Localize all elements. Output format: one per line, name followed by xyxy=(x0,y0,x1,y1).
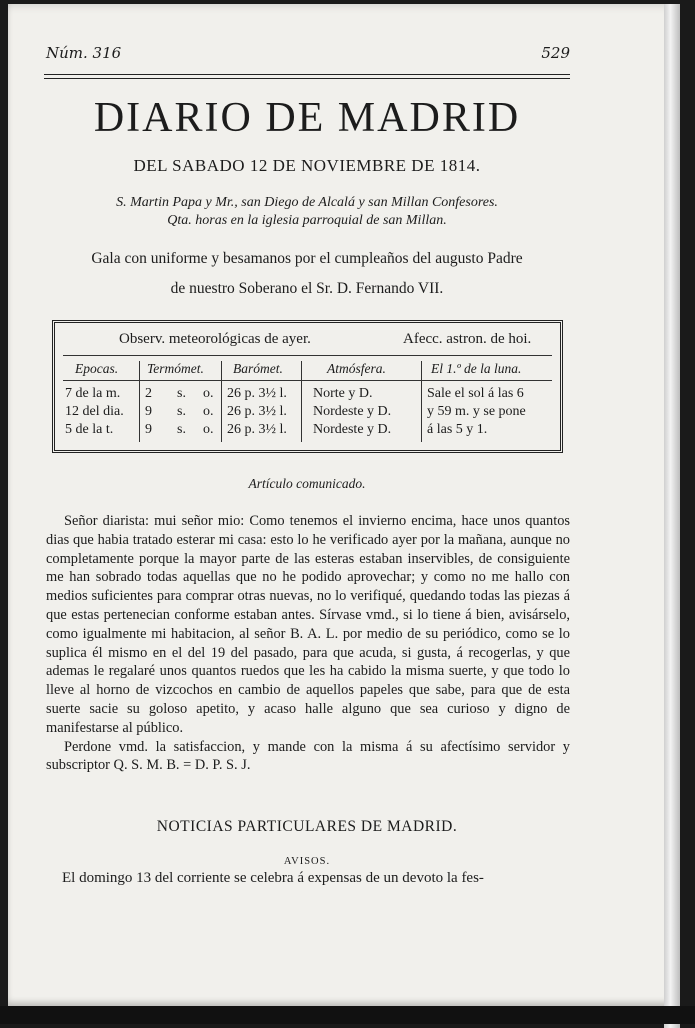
article-paragraph: Señor diarista: mui señor mio: Como tenemos el invierno encima, hace unos quantos dias que habia tratado esterar mi casa: esto lo he verificado ayer por la mañana, aunque no completamente porque la mayor parte de las esteras estaban inservibles, de consiguiente me han sobrado todas aquellas que no he podido aprovechar; y como no me hallo con medios suficientes para comprar otras nuevas, no lo verifiqué, quedando todas las piezas á que estas pertenecian conforme estaban antes. Sírvase vmd., si lo tiene á bien, avisárselo, como igualmente mi habitacion, al señor B. A. L. por medio de su periódico, como se lo suplica él mismo en el del 19 del pasado, para que acuda, si gusta, á recogerlas, y que ademas le regalaré unos quantos ruedos que les ha cabido la misma suerte, y que todo lo lleve al horno de vizcochos en cambio de aquellos papeles que sabe, para que de esta suerte sacie su goloso apetito, y acaso halle alguno que sea curioso y digno de manifestarse al público. xyxy=(46,513,570,736)
atmosphere-cell: Nordeste y D. xyxy=(313,404,392,419)
weather-table xyxy=(52,320,563,453)
thermometer-o-cell: o. xyxy=(203,422,214,437)
astro-cell: y 59 m. y se pone xyxy=(427,404,526,419)
section-heading: NOTICIAS PARTICULARES DE MADRID. xyxy=(156,818,458,835)
column-divider xyxy=(221,361,222,442)
barometer-cell: 26 p. 3½ l. xyxy=(227,422,287,437)
column-divider xyxy=(139,361,140,442)
atmosphere-cell: Nordeste y D. xyxy=(313,422,392,437)
page-edge xyxy=(664,4,680,1028)
thermometer-cell: 9 xyxy=(145,422,152,437)
epoca-cell: 12 del dia. xyxy=(65,404,124,419)
column-header: Termómet. xyxy=(147,361,204,376)
page-header xyxy=(40,42,570,66)
thermometer-cell: 9 xyxy=(145,404,152,419)
astro-cell: á las 5 y 1. xyxy=(427,422,488,437)
issue-number: Núm. 316 xyxy=(46,44,122,62)
thermometer-s-cell: s. xyxy=(177,404,186,419)
barometer-cell: 26 p. 3½ l. xyxy=(227,386,287,401)
column-header: El 1.º de la luna. xyxy=(431,361,522,376)
column-header: Barómet. xyxy=(233,361,283,376)
masthead-title: DIARIO DE MADRID xyxy=(93,95,521,141)
thermometer-o-cell: o. xyxy=(203,386,214,401)
saints-line: Qta. horas en la iglesia parroquial de san Millan. xyxy=(167,213,447,228)
weather-title: Observ. meteorológicas de ayer. xyxy=(119,331,311,347)
thermometer-s-cell: s. xyxy=(177,386,186,401)
thermometer-o-cell: o. xyxy=(203,404,214,419)
column-header: Epocas. xyxy=(75,361,119,376)
thermometer-s-cell: s. xyxy=(177,422,186,437)
section-subheading: AVISOS. xyxy=(283,856,331,867)
header-rule-2 xyxy=(44,78,570,79)
scan-border xyxy=(0,1006,695,1024)
table-rule xyxy=(63,380,552,381)
saints-of-day xyxy=(44,194,570,230)
column-divider xyxy=(301,361,302,442)
article-body xyxy=(46,512,570,775)
column-divider xyxy=(421,361,422,442)
gala-line: de nuestro Soberano el Sr. D. Fernando VII. xyxy=(170,280,444,297)
notice-first-line: El domingo 13 del corriente se celebra á expensas de un devoto la fes- xyxy=(62,870,484,886)
thermometer-cell: 2 xyxy=(145,386,152,401)
astro-title: Afecc. astron. de hoi. xyxy=(403,331,532,347)
barometer-cell: 26 p. 3½ l. xyxy=(227,404,287,419)
gala-notice xyxy=(44,244,570,304)
article-paragraph: Perdone vmd. la satisfaccion, y mande con la misma á su afectísimo servidor y subscriptor Q. S. M. B. = D. P. S. J. xyxy=(46,738,570,774)
column-header: Atmósfera. xyxy=(327,361,386,376)
dateline: DEL SABADO 12 DE NOVIEMBRE DE 1814. xyxy=(133,156,481,175)
gala-line: Gala con uniforme y besamanos por el cumpleaños del augusto Padre xyxy=(91,250,523,267)
article-title: Artículo comunicado. xyxy=(248,476,366,491)
table-rule xyxy=(63,355,552,356)
page-number: 529 xyxy=(541,44,570,62)
epoca-cell: 5 de la t. xyxy=(65,422,114,437)
header-rule xyxy=(44,74,570,75)
epoca-cell: 7 de la m. xyxy=(65,386,121,401)
atmosphere-cell: Norte y D. xyxy=(313,386,373,401)
saints-line: S. Martin Papa y Mr., san Diego de Alcalá y san Millan Confesores. xyxy=(116,195,498,210)
astro-cell: Sale el sol á las 6 xyxy=(427,386,524,401)
